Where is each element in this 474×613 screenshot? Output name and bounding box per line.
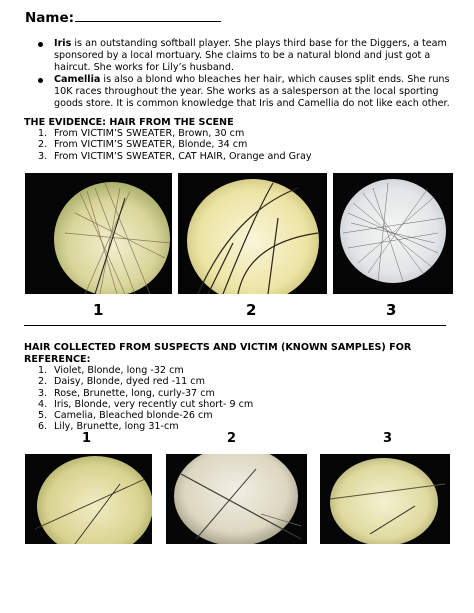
known-photo-3 <box>320 454 450 544</box>
known-sample-item: 2. Daisy, Blonde, dyed red -11 cm <box>38 376 205 388</box>
evidence-photo-label-3: 3 <box>386 301 397 319</box>
suspect-iris <box>36 38 456 74</box>
suspect-text: is an outstanding softball player. She plays third base for the Diggers, a team sponsored by a local mortuary. She claims to be a natural blond and just got a haircut. She works for Lily’s husband. <box>54 38 447 74</box>
known-samples-heading: HAIR COLLECTED FROM SUSPECTS AND VICTIM (KNOWN SAMPLES) FOR REFERENCE: <box>24 342 412 365</box>
known-samples-list <box>38 365 253 433</box>
known-sample-item: 4. Iris, Blonde, very recently cut short- 9 cm <box>38 398 254 410</box>
bullet-icon <box>38 42 43 47</box>
evidence-photo-2 <box>178 173 327 294</box>
name-blank-line[interactable] <box>75 9 221 22</box>
evidence-photo-label-2: 2 <box>246 301 257 319</box>
suspect-name: Camellia <box>54 74 101 86</box>
bullet-icon <box>38 78 43 83</box>
section-divider <box>24 325 446 326</box>
evidence-item: 2. From VICTIM’S SWEATER, Blonde, 34 cm <box>38 139 248 151</box>
known-sample-item: 1. Violet, Blonde, long -32 cm <box>38 365 184 376</box>
known-sample-item: 3. Rose, Brunette, long, curly-37 cm <box>38 387 215 399</box>
evidence-item: 3. From VICTIM’S SWEATER, CAT HAIR, Orange and Gray <box>38 150 312 162</box>
known-sample-item: 5. Camelia, Bleached blonde-26 cm <box>38 410 213 422</box>
known-photo-1 <box>25 454 152 544</box>
suspect-text: is also a blond who bleaches her hair, which causes split ends. She runs 10K races throughout the year. She works as a salesperson at the local sporting goods store. It is common knowledge that Iris and Camellia do not like each other. <box>54 74 450 110</box>
suspect-name: Iris <box>54 38 72 49</box>
evidence-photo-3 <box>333 173 453 294</box>
known-photo-label-3: 3 <box>383 431 393 446</box>
evidence-photo-1 <box>25 173 172 294</box>
evidence-photo-label-1: 1 <box>93 301 104 319</box>
known-photo-label-2: 2 <box>227 431 237 446</box>
suspect-camellia <box>36 74 456 110</box>
evidence-heading: THE EVIDENCE: HAIR FROM THE SCENE <box>24 117 234 128</box>
known-sample-item: 6. Lily, Brunette, long 31-cm <box>38 421 179 433</box>
name-label: Name: <box>25 10 75 26</box>
known-photo-2 <box>166 454 307 544</box>
evidence-list <box>38 128 312 162</box>
name-field-row <box>25 9 221 26</box>
suspect-descriptions <box>36 38 456 111</box>
known-photo-label-1: 1 <box>82 431 92 446</box>
evidence-item: 1. From VICTIM’S SWEATER, Brown, 30 cm <box>38 128 245 139</box>
